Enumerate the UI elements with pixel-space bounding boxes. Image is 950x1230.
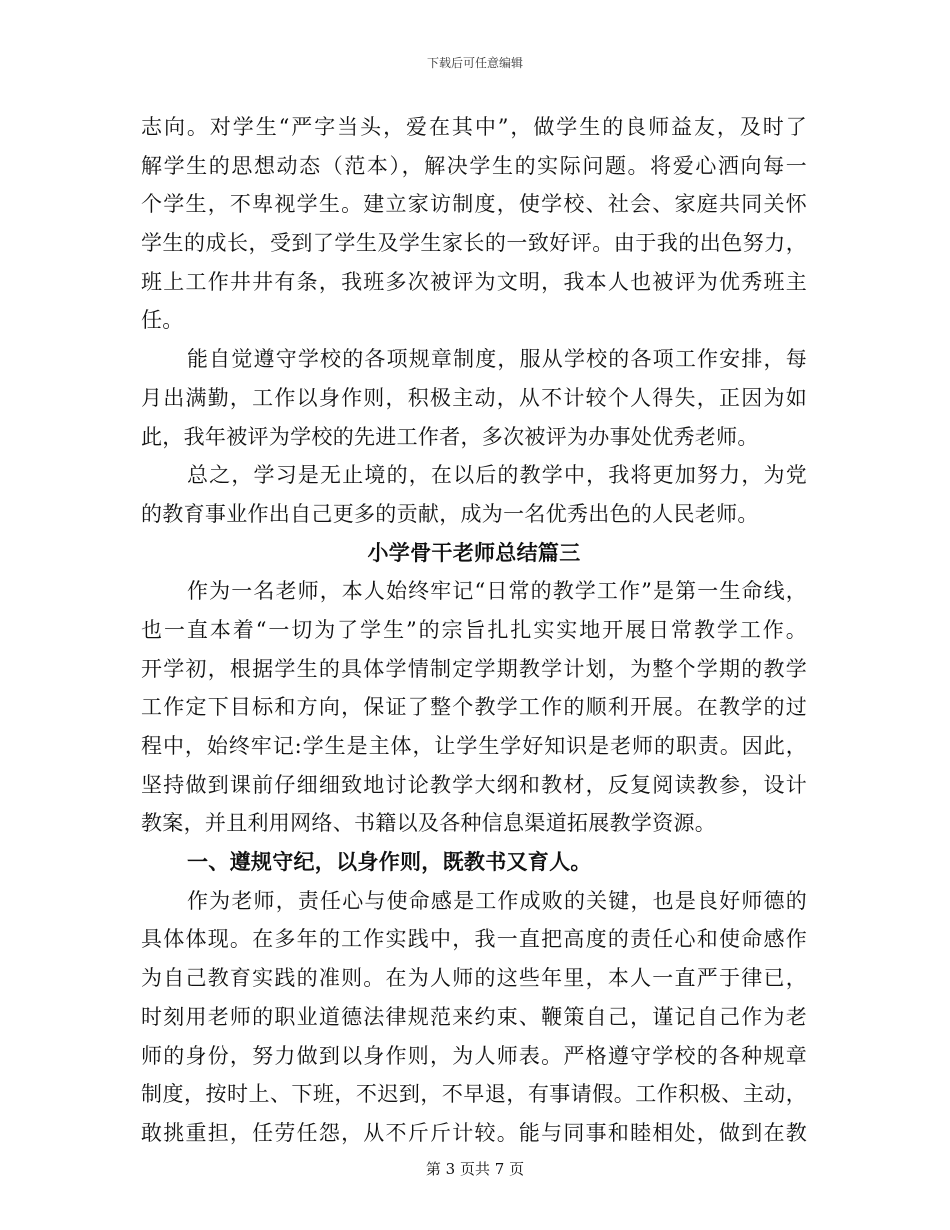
section-subheading: 一、遵规守纪，以身作则，既教书又育人。 [187, 849, 592, 875]
paragraph-line: 个学生，不卑视学生。建立家访制度，使学校、社会、家庭共同关怀 [141, 192, 807, 217]
paragraph-line: 的教育事业作出自己更多的贡献，成为一名优秀出色的人民老师。 [141, 501, 759, 526]
paragraph-line: 能自觉遵守学校的各项规章制度，服从学校的各项工作安排，每 [187, 347, 807, 372]
paragraph-line: 制度，按时上、下班，不迟到，不早退，有事请假。工作积极、主动， [141, 1082, 807, 1107]
paragraph-line: 解学生的思想动态（范本），解决学生的实际问题。将爱心洒向每一 [141, 153, 807, 178]
paragraph-line: 总之，学习是无止境的，在以后的教学中，我将更加努力，为党 [187, 463, 807, 488]
paragraph-line: 坚持做到课前仔细细致地讨论教学大纲和教材，反复阅读教参，设计 [141, 772, 807, 797]
paragraph-line: 具体体现。在多年的工作实践中，我一直把高度的责任心和使命感作 [141, 927, 807, 952]
paragraph-line: 开学初，根据学生的具体学情制定学期教学计划，为整个学期的教学 [141, 656, 807, 681]
paragraph-line: 敢挑重担，任劳任怨，从不斤斤计较。能与同事和睦相处，做到在教 [141, 1120, 807, 1145]
page-footer: 第 3 页共 7 页 [425, 1160, 525, 1178]
paragraph-line: 也一直本着“一切为了学生”的宗旨扎扎实实地开展日常教学工作。 [141, 617, 807, 642]
paragraph-line: 教案，并且利用网络、书籍以及各种信息渠道拓展教学资源。 [141, 811, 717, 836]
paragraph-line: 班上工作井井有条，我班多次被评为文明，我本人也被评为优秀班主 [141, 269, 807, 294]
paragraph-line: 为自己教育实践的准则。在为人师的这些年里，本人一直严于律已， [141, 966, 807, 991]
paragraph-line: 任。 [141, 308, 184, 333]
paragraph-line: 师的身份，努力做到以身作则，为人师表。严格遵守学校的各种规章 [141, 1043, 807, 1068]
paragraph-line: 作为一名老师，本人始终牢记“日常的教学工作”是第一生命线， [187, 579, 807, 604]
paragraph-line: 此，我年被评为学校的先进工作者，多次被评为办事处优秀老师。 [141, 424, 759, 449]
paragraph-line: 月出满勤，工作以身作则，积极主动，从不计较个人得失，正因为如 [141, 385, 807, 410]
page-header: 下载后可任意编辑 [426, 56, 523, 70]
paragraph-line: 时刻用老师的职业道德法律规范来约束、鞭策自己，谨记自己作为老 [141, 1004, 807, 1029]
paragraph-line: 作为老师，责任心与使命感是工作成败的关键，也是良好师德的 [187, 888, 807, 913]
paragraph-line: 工作定下目标和方向，保证了整个教学工作的顺利开展。在教学的过 [141, 695, 807, 720]
document-body [141, 108, 807, 1153]
paragraph-line: 程中，始终牢记:学生是主体，让学生学好知识是老师的职责。因此， [141, 734, 807, 758]
paragraph-line: 学生的成长，受到了学生及学生家长的一致好评。由于我的出色努力， [141, 231, 807, 256]
section-title: 小学骨干老师总结篇三 [367, 539, 581, 565]
paragraph-line: 志向。对学生“严字当头，爱在其中”，做学生的良师益友，及时了 [141, 115, 807, 139]
